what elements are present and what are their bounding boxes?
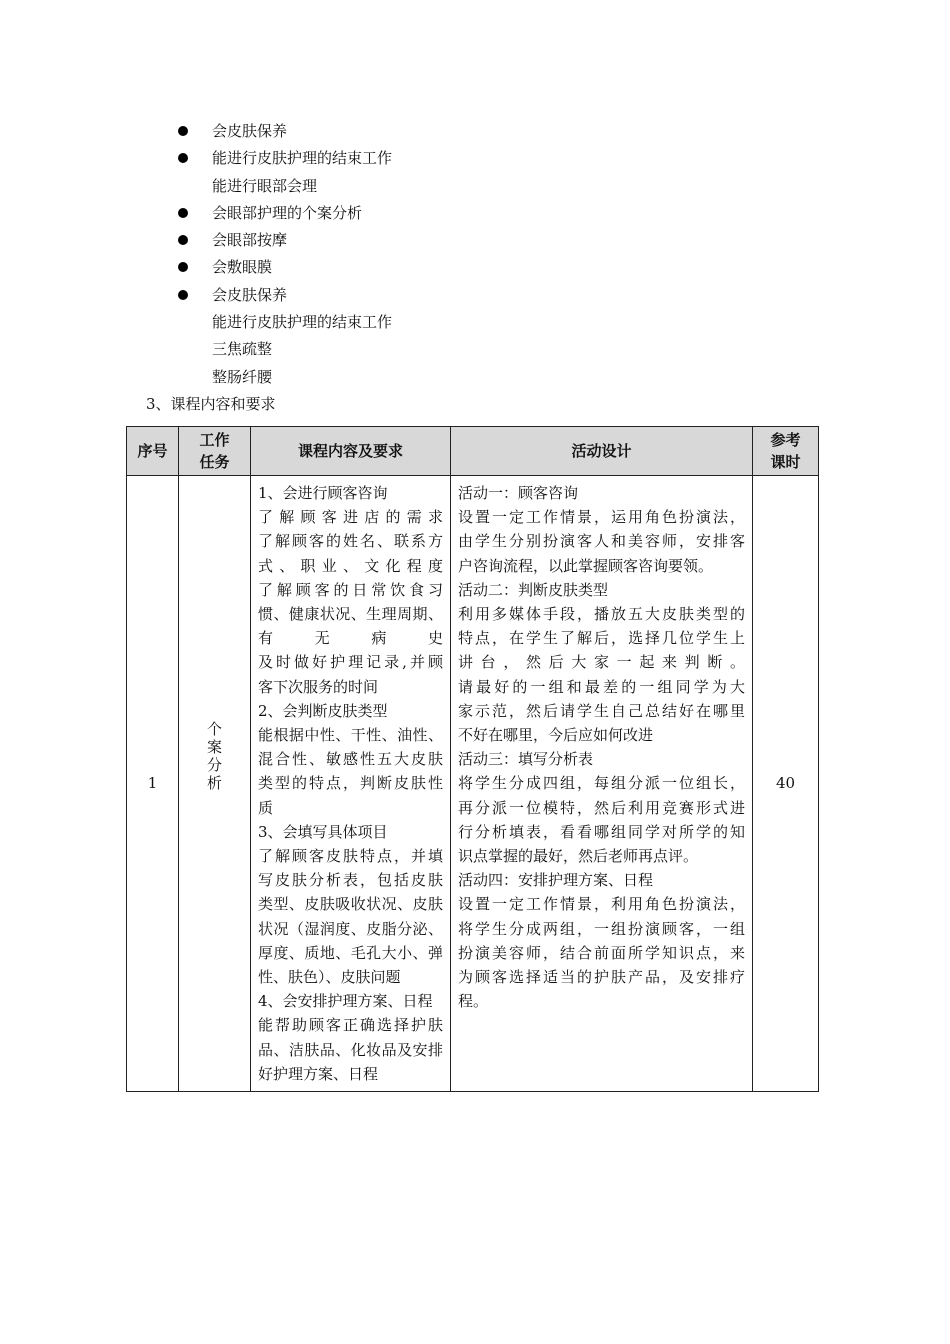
cell-line: 请最好的一组和最差的一组同学为大: [458, 677, 745, 696]
header-content: 课程内容及要求: [251, 427, 451, 476]
list-item-text: 能进行眼部会理: [212, 176, 318, 195]
cell-line: 特点，在学生了解后，选择几位学生上: [458, 629, 745, 648]
list-item: [178, 336, 678, 363]
bullet-dot-icon: [178, 208, 188, 218]
cell-line: 品、洁肤品、化妆品及安排: [258, 1040, 443, 1059]
cell-line: 客下次服务的时间: [258, 677, 379, 696]
cell-activity: [451, 476, 753, 1092]
list-item-text: 会眼部护理的个案分析: [212, 203, 363, 222]
cell-line: 1、会进行顾客咨询: [258, 484, 388, 502]
cell-line: 混合性、敏感性五大皮肤: [258, 750, 443, 769]
cell-line: 再分派一位模特，然后利用竞赛形式进: [458, 798, 745, 817]
cell-line: 设置一定工作情景，利用角色扮演法，: [458, 895, 745, 914]
cell-line: 4、会安排护理方案、日程: [258, 992, 433, 1011]
cell-line: 利用多媒体手段，播放五大皮肤类型的: [458, 605, 745, 624]
cell-line: 识点掌握的最好，然后老师再点评。: [458, 847, 699, 866]
cell-task-text: 个案分析: [206, 720, 222, 793]
cell-line: 为顾客选择适当的护肤产品，及安排疗: [458, 968, 745, 987]
cell-line: 将学生分成四组，每组分派一位组长，: [458, 774, 745, 793]
cell-line: 性、肤色）、皮肤问题: [258, 968, 401, 987]
header-task-line2: 任务: [199, 453, 230, 471]
bullet-dot-icon: [178, 153, 188, 163]
list-item: [178, 173, 678, 200]
cell-line: 不好在哪里，今后应如何改进: [458, 726, 654, 745]
course-table: [126, 426, 819, 1092]
cell-content: [251, 476, 451, 1092]
cell-task: [179, 476, 251, 1092]
list-item: [178, 282, 678, 309]
cell-hours: 40: [753, 476, 819, 1092]
cell-line: 活动四：安排护理方案、日程: [458, 871, 654, 890]
cell-line: 惯、健康状况、生理周期、: [258, 605, 443, 624]
header-seq: 序号: [127, 427, 179, 476]
cell-line: 设置一定工作情景，运用角色扮演法，: [458, 508, 745, 527]
bullet-dot-icon: [178, 126, 188, 136]
cell-line: 了解顾客的日常饮食习: [258, 580, 443, 599]
list-item: [178, 364, 678, 391]
cell-line: 程。: [458, 992, 489, 1011]
cell-line: 能帮助顾客正确选择护肤: [258, 1016, 443, 1035]
list-item-text: 会敷眼膜: [212, 258, 273, 277]
cell-line: 状况（湿润度、皮脂分泌、: [258, 919, 443, 938]
cell-line: 了解顾客皮肤特点，并填: [258, 847, 443, 866]
list-item-text: 会皮肤保养: [212, 285, 288, 304]
table-row: [127, 476, 819, 1092]
header-task: [179, 427, 251, 476]
header-activity: 活动设计: [451, 427, 753, 476]
cell-line: 了解顾客进店的需求: [258, 508, 443, 527]
cell-line: 扮演美容师，结合前面所学知识点，来: [458, 943, 745, 962]
cell-line: 活动二：判断皮肤类型: [458, 580, 609, 599]
cell-line: 质: [258, 798, 274, 817]
list-item: [178, 227, 678, 254]
cell-line: 类型的特点，判断皮肤性: [258, 774, 443, 793]
cell-line: 活动三：填写分析表: [458, 750, 594, 769]
cell-line: 行分析填表，看看哪组同学对所学的知: [458, 822, 745, 841]
table-header-row: [127, 427, 819, 476]
cell-line: 户咨询流程，以此掌握顾客咨询要领。: [458, 556, 714, 575]
header-task-line1: 工作: [199, 431, 230, 449]
cell-line: 及时做好护理记录,并顾: [258, 653, 443, 672]
list-item: [178, 254, 678, 281]
header-hours-line1: 参考: [770, 431, 801, 449]
cell-line: 写皮肤分析表，包括皮肤: [258, 871, 443, 890]
header-hours: [753, 427, 819, 476]
cell-line: 式、职业、文化程度: [258, 556, 443, 575]
header-hours-line2: 课时: [770, 453, 801, 471]
cell-seq: 1: [127, 476, 179, 1092]
list-item: [178, 118, 678, 145]
cell-line: 家示范，然后请学生自己总结好在哪里: [458, 701, 745, 720]
cell-line: 2、会判断皮肤类型: [258, 701, 388, 720]
cell-line: 有无病史: [258, 629, 443, 648]
cell-line: 了解顾客的姓名、联系方: [258, 532, 443, 551]
bullet-dot-icon: [178, 262, 188, 272]
list-item-text: 能进行皮肤护理的结束工作: [212, 149, 393, 168]
list-item: [178, 145, 678, 172]
list-item: [178, 200, 678, 227]
list-item-text: 能进行皮肤护理的结束工作: [212, 313, 393, 332]
cell-line: 类型、皮肤吸收状况、皮肤: [258, 895, 443, 914]
bullet-list: [178, 118, 678, 391]
list-item-text: 会皮肤保养: [212, 122, 288, 140]
section-title: 3、课程内容和要求: [146, 395, 276, 413]
list-item-text: 三焦疏整: [212, 340, 273, 359]
bullet-dot-icon: [178, 235, 188, 245]
cell-line: 由学生分别扮演客人和美容师，安排客: [458, 532, 745, 551]
cell-line: 能根据中性、干性、油性、: [258, 726, 443, 745]
cell-line: 3、会填写具体项目: [258, 822, 388, 841]
list-item-text: 会眼部按摩: [212, 231, 288, 250]
list-item: [178, 309, 678, 336]
bullet-dot-icon: [178, 290, 188, 300]
cell-line: 活动一：顾客咨询: [458, 484, 579, 502]
cell-line: 讲台，然后大家一起来判断。: [458, 653, 745, 672]
list-item-text: 整肠纤腰: [212, 367, 273, 386]
cell-line: 厚度、质地、毛孔大小、弹: [258, 943, 443, 962]
cell-line: 将学生分成两组，一组扮演顾客，一组: [458, 919, 745, 938]
cell-line: 好护理方案、日程: [258, 1064, 379, 1083]
